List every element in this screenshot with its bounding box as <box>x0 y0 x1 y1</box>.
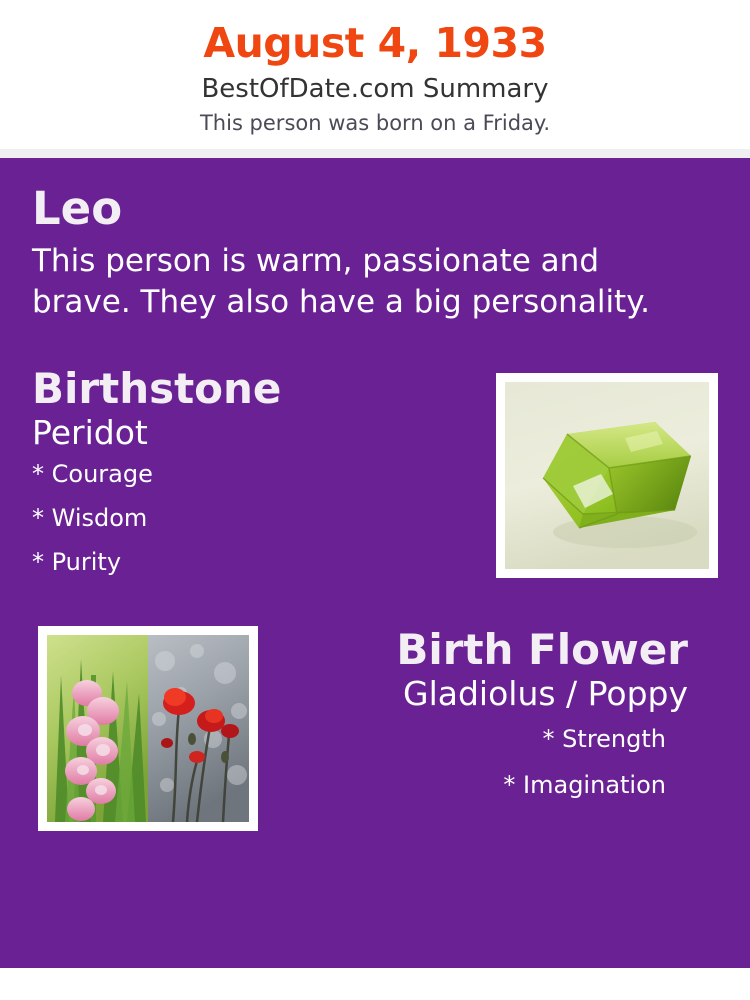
birth-flower-section <box>32 626 718 841</box>
page-title: August 4, 1933 <box>203 19 547 67</box>
zodiac-description: This person is warm, passionate and brave. They also have a big personality. <box>32 243 650 321</box>
zodiac-section <box>32 181 718 323</box>
birthstone-section <box>32 365 718 590</box>
birth-flower-name: Gladiolus / Poppy <box>403 674 688 714</box>
birth-flower-title: Birth Flower <box>396 625 688 675</box>
site-summary-label: BestOfDate.com Summary <box>201 74 549 105</box>
page-header <box>0 0 750 149</box>
birthstone-trait: * Wisdom <box>32 504 148 533</box>
summary-body <box>0 158 750 968</box>
birthstone-title: Birthstone <box>32 364 282 414</box>
zodiac-sign-name: Leo <box>32 181 123 235</box>
birth-flower-trait: * Imagination <box>503 771 666 800</box>
birthstone-name: Peridot <box>32 413 148 453</box>
birth-flower-text <box>284 625 718 800</box>
birthstone-trait: * Purity <box>32 548 122 577</box>
birthstone-text <box>32 364 472 577</box>
gladiolus-poppy-icon <box>47 635 249 822</box>
birth-flower-trait: * Strength <box>542 725 666 754</box>
birthstone-photo-frame <box>496 373 718 578</box>
birth-flower-photo-frame <box>38 626 258 831</box>
birth-day-note: This person was born on a Friday. <box>199 110 551 135</box>
header-divider <box>0 149 750 158</box>
birth-flower-photo <box>47 635 249 822</box>
birthstone-trait: * Courage <box>32 460 153 489</box>
birthstone-photo <box>505 382 709 569</box>
peridot-gemstone-icon <box>505 382 709 569</box>
